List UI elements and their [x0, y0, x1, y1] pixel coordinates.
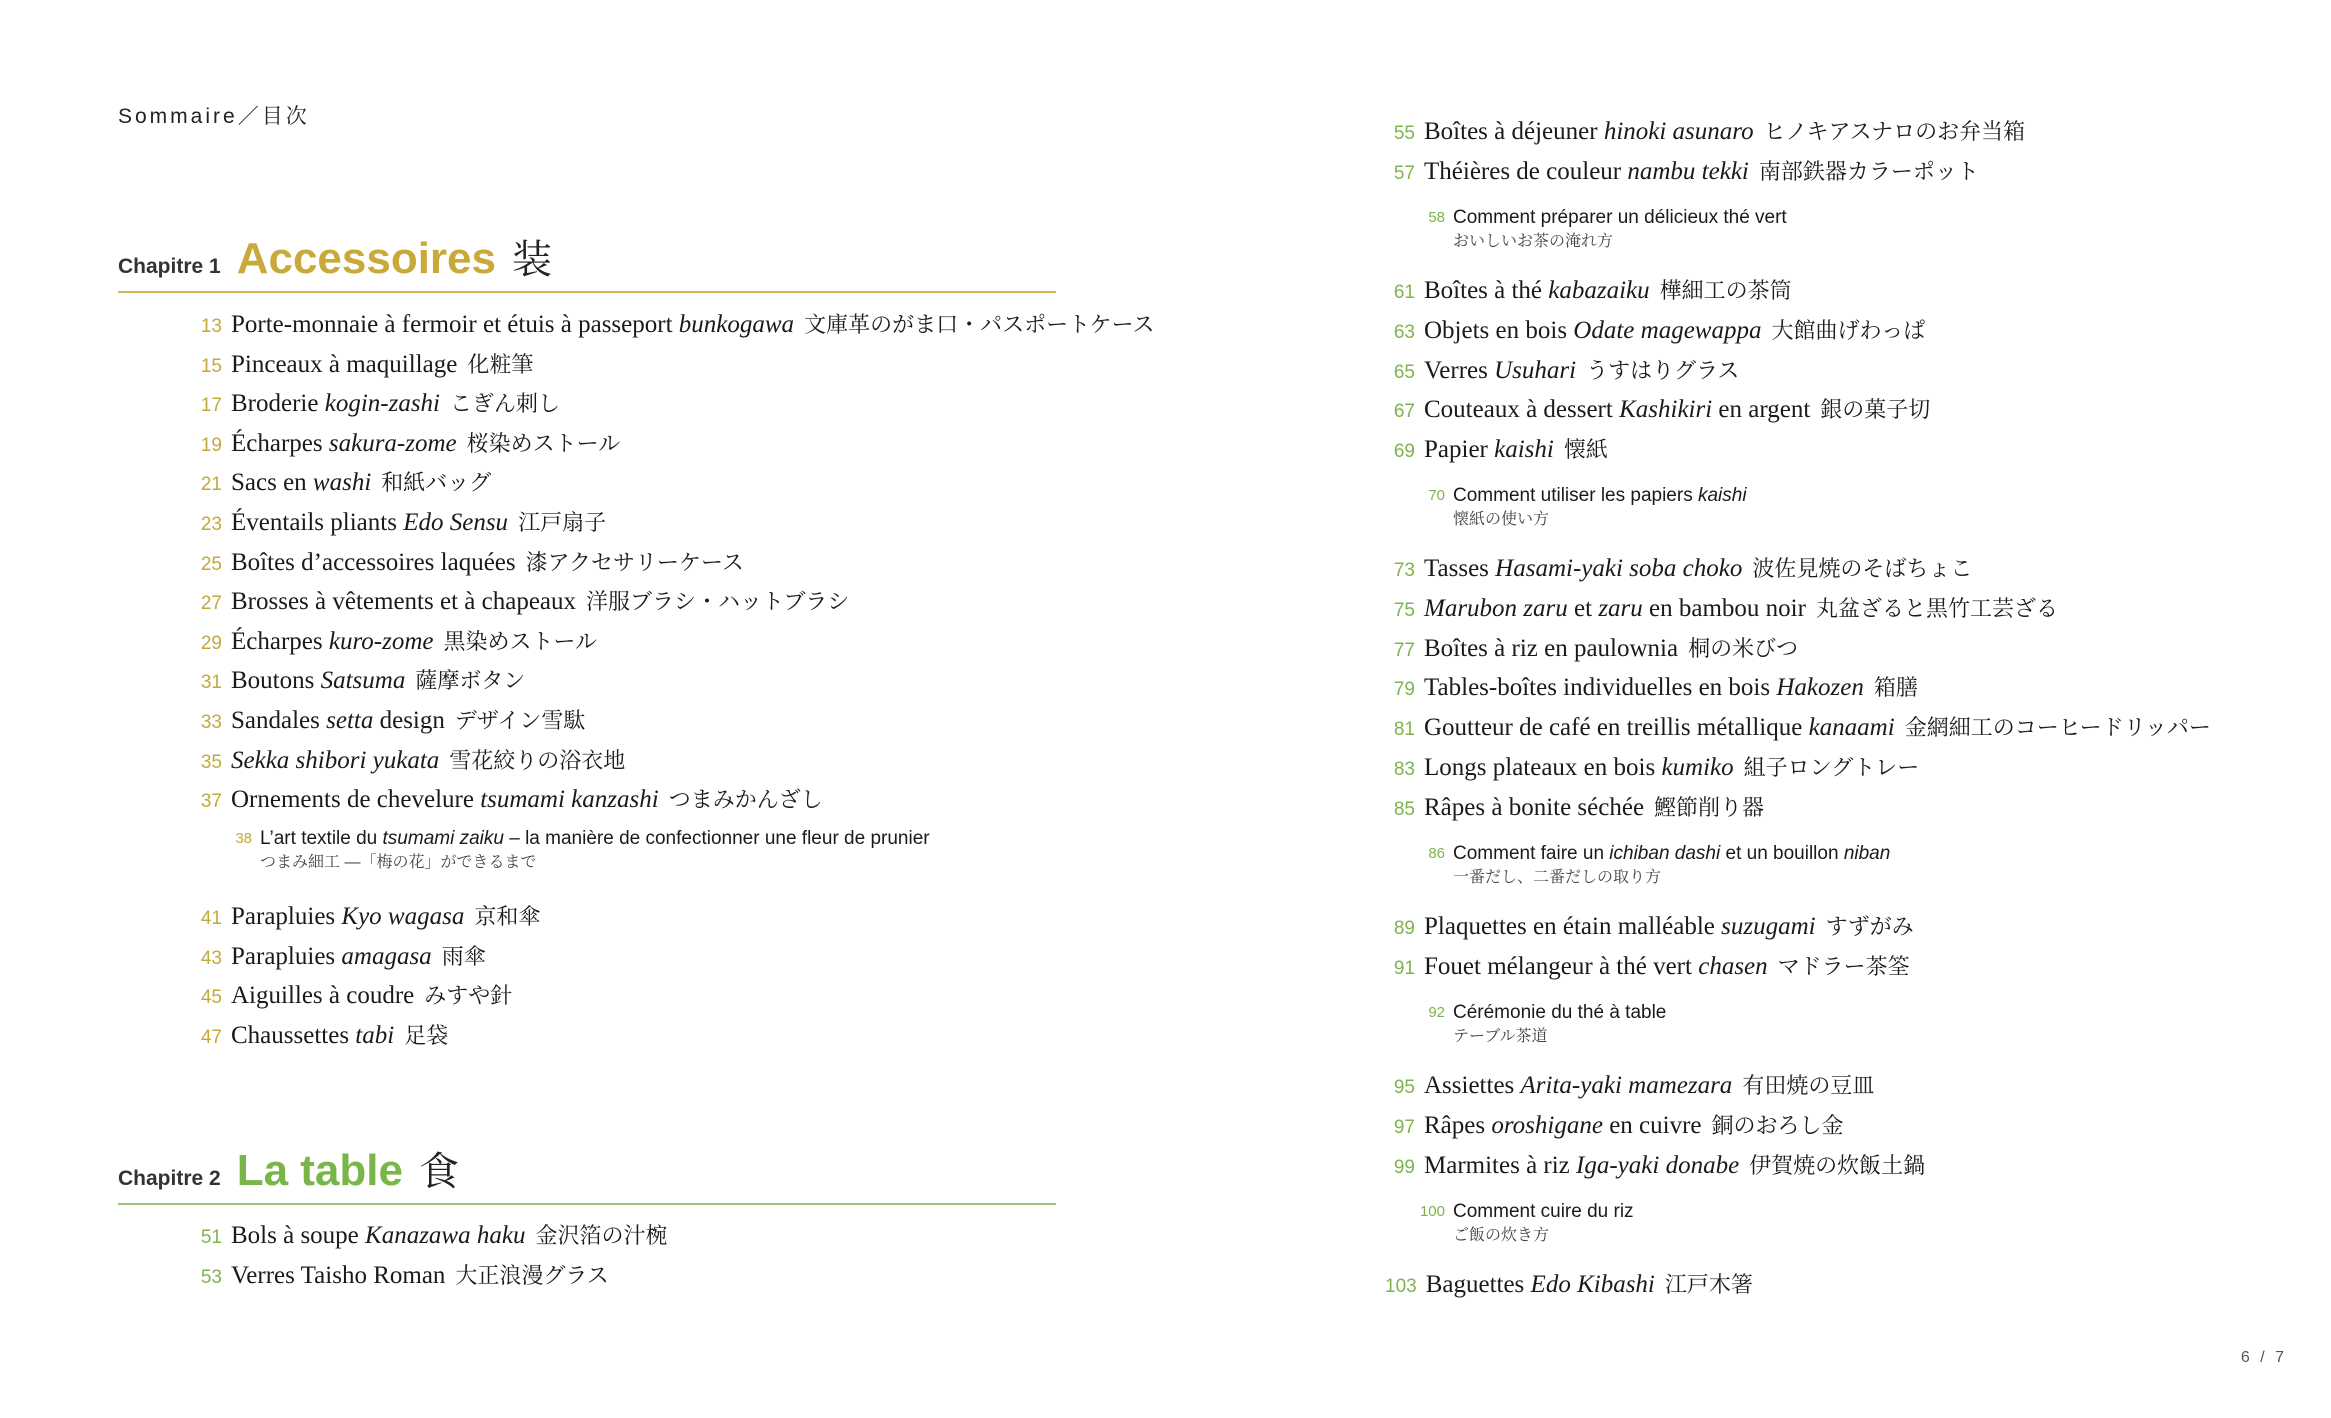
subnote-italic: kaishi: [1697, 485, 1747, 506]
entry-japanese: 波佐見焼のそばちょこ: [1752, 556, 1973, 581]
subnote-title: [260, 827, 930, 851]
entry-japanese: 足袋: [404, 1022, 449, 1048]
entry-title-italic: Kanazawa haku: [365, 1222, 526, 1249]
entry-title: [231, 661, 405, 701]
toc-entry[interactable]: [192, 701, 1155, 741]
entry-title-text: Longs plateaux en bois: [1424, 753, 1662, 781]
entry-title-italic: kaishi: [1494, 436, 1554, 464]
page-number: 43: [200, 947, 222, 969]
chapter-1-jp-title: 装: [512, 238, 552, 282]
entry-japanese: 鰹節削り器: [1654, 794, 1765, 820]
entry-title: [1424, 907, 1816, 947]
entry-title-italic: Edo Sensu: [403, 508, 509, 536]
right-subnote-70: [1385, 470, 1747, 549]
right-toc-group-c: [1385, 549, 2211, 828]
entry-title: [231, 345, 457, 385]
page-number: 97: [1393, 1116, 1415, 1138]
entry-japanese: ヒノキアスナロのお弁当箱: [1763, 119, 2026, 144]
entry-title-text: Écharpes: [231, 429, 329, 457]
page-number: 41: [200, 908, 222, 929]
subnote-title: [1453, 1001, 1666, 1025]
right-subnote-86: [1385, 828, 1890, 907]
entry-japanese: 江戸木箸: [1664, 1272, 1753, 1297]
entry-japanese: マドラー茶筌: [1777, 953, 1910, 979]
entry-title: [1424, 748, 1734, 788]
entry-title: [1424, 947, 1768, 987]
entry-title-text: Râpes: [1424, 1111, 1492, 1139]
entry-title: [231, 543, 516, 583]
entry-title-text: Boutons: [231, 667, 321, 695]
entry-title-italic: Odate magewappa: [1573, 316, 1762, 344]
page-number: 31: [200, 672, 222, 694]
page-number: 17: [200, 395, 222, 417]
toc-entry[interactable]: [192, 582, 1155, 622]
page-number: 65: [1393, 361, 1415, 383]
subnote-japanese: つまみ細工 ―「梅の花」ができるまで: [260, 854, 537, 871]
entry-title-text: Chaussettes: [231, 1021, 356, 1049]
entry-title-text: Tasses: [1424, 555, 1496, 582]
toc-entry[interactable]: [1385, 1066, 1925, 1106]
entry-title: [231, 1016, 394, 1056]
entry-title-italic: Satsuma: [320, 667, 406, 695]
entry-title-italic: Sekka shibori yukata: [231, 746, 440, 774]
page-counter: 6 / 7: [2240, 1349, 2287, 1366]
toc-entry[interactable]: [1385, 708, 2211, 748]
entry-title: [1424, 390, 1810, 430]
entry-japanese: 有田焼の豆皿: [1742, 1073, 1875, 1098]
subnote-text: et un bouillon: [1720, 843, 1844, 864]
page-number: 69: [1393, 441, 1415, 463]
entry-title: [1424, 1146, 1739, 1186]
page-number: 57: [1393, 162, 1415, 184]
entry-japanese: 銀の菓子切: [1820, 397, 1931, 423]
entry-japanese: デザイン雪駄: [454, 707, 586, 733]
entry-title-text: Baguettes: [1425, 1271, 1531, 1298]
entry-title: [231, 305, 794, 345]
entry-japanese: 文庫革のがま口・パスポートケース: [804, 312, 1155, 337]
entry-title-italic: suzugami: [1721, 913, 1816, 940]
page-number: 23: [200, 513, 222, 535]
toc-entry[interactable]: [1385, 1106, 1925, 1146]
page-number: 85: [1393, 798, 1415, 820]
subnote-japanese: 懐紙の使い方: [1453, 511, 1550, 528]
toc-entry[interactable]: [1385, 390, 1930, 430]
entry-title-text: Boîtes à riz en paulownia: [1424, 634, 1679, 662]
page-number: 37: [200, 791, 222, 813]
entry-title: [231, 503, 508, 543]
page-number: 103: [1385, 1276, 1417, 1297]
entry-title-italic: Kyo wagasa: [341, 903, 465, 930]
entry-japanese: 金網細工のコーヒードリッパー: [1904, 715, 2211, 741]
entry-title-text: Théières de couleur: [1424, 157, 1628, 185]
page-number: 25: [200, 553, 222, 575]
subnote-italic: niban: [1843, 843, 1891, 864]
chapter-1-title: Accessoires: [236, 234, 496, 283]
entry-title-italic: washi: [312, 469, 372, 497]
page-number: 47: [200, 1026, 222, 1048]
subnote-text: Comment cuire du riz: [1453, 1201, 1634, 1222]
entry-title: [1424, 152, 1749, 192]
page-number: 81: [1393, 719, 1415, 741]
page-number: 55: [1393, 123, 1415, 144]
entry-title-text: Boîtes à thé: [1424, 277, 1549, 304]
page-number: 29: [200, 632, 222, 654]
right-subnote-100: [1385, 1186, 1634, 1265]
subnote-japanese: おいしいお茶の淹れ方: [1453, 233, 1614, 250]
entry-title-text: Marmites à riz: [1424, 1151, 1577, 1179]
page-number: 99: [1393, 1156, 1415, 1178]
entry-title-text: Boîtes d’accessoires laquées: [231, 548, 516, 576]
subnote-title: [1453, 842, 1890, 866]
entry-title-text: Sandales: [231, 706, 327, 734]
entry-title-italic: Hakozen: [1776, 674, 1864, 702]
entry-japanese: 薩摩ボタン: [415, 668, 526, 694]
entry-japanese: こぎん刺し: [450, 391, 561, 417]
page-number: 51: [200, 1227, 222, 1248]
entry-title-text: Sacs en: [231, 469, 313, 497]
entry-title-italic: setta: [326, 706, 374, 734]
entry-title-italic: kanaami: [1808, 714, 1895, 742]
entry-title-text: Bols à soupe: [231, 1222, 366, 1249]
toc-entry[interactable]: [1385, 549, 2211, 589]
entry-japanese: すずがみ: [1825, 914, 1914, 939]
entry-title-italic: nambu tekki: [1627, 157, 1749, 185]
entry-title: [231, 424, 457, 464]
entry-title-text: Râpes à bonite séchée: [1424, 793, 1645, 821]
page-number: 21: [200, 474, 222, 496]
entry-title-italic: zaru: [1598, 594, 1643, 622]
toc-subnote[interactable]: [1385, 192, 1787, 271]
entry-title-text: Boîtes à déjeuner: [1424, 118, 1604, 145]
entry-title-text: Parapluies: [231, 942, 342, 970]
subnote-text: – la manière de confectionner une fleur de prunier: [503, 828, 930, 849]
entry-japanese: 江戸扇子: [518, 509, 607, 535]
page-number: 92: [1428, 1004, 1445, 1021]
heading-separator: ／: [237, 105, 262, 128]
entry-title-text: Porte-monnaie à fermoir et étuis à passeport: [231, 311, 679, 338]
entry-title-text: Fouet mélangeur à thé vert: [1424, 952, 1699, 980]
page-number: 86: [1428, 845, 1445, 862]
entry-title-italic: Usuhari: [1494, 356, 1577, 384]
entry-title: [1424, 351, 1576, 391]
entry-title-italic: kabazaiku: [1548, 277, 1650, 304]
toc-entry[interactable]: [192, 384, 1155, 424]
toc-entry[interactable]: [192, 1256, 667, 1296]
page-heading: [118, 100, 310, 130]
toc-entry[interactable]: [1385, 271, 1930, 311]
toc-entry[interactable]: [192, 1216, 667, 1256]
entry-title-text: Assiettes: [1424, 1072, 1521, 1099]
entry-japanese: 金沢箔の汁椀: [535, 1223, 668, 1248]
entry-title: [1424, 589, 1806, 629]
toc-subnote[interactable]: [1385, 828, 1890, 907]
right-toc-group-a: [1385, 112, 2025, 192]
entry-title: [1426, 1265, 1655, 1305]
entry-japanese: 洋服ブラシ・ハットブラシ: [586, 589, 850, 615]
page-number: 73: [1393, 560, 1415, 581]
toc-entry[interactable]: [1385, 629, 2211, 669]
subnote-text: Comment préparer un délicieux thé vert: [1453, 207, 1787, 228]
chapter-1-toc: [192, 305, 1155, 820]
entry-title-italic: chasen: [1698, 952, 1768, 980]
entry-title-italic: Kashikiri: [1619, 396, 1713, 424]
page-number: 91: [1393, 957, 1415, 979]
entry-title-italic: Edo Kibashi: [1530, 1271, 1655, 1298]
page-number: 77: [1393, 639, 1415, 661]
entry-title-italic: Iga-yaki donabe: [1576, 1151, 1740, 1179]
page-number: 15: [200, 355, 222, 377]
subnote-japanese: テーブル茶道: [1453, 1028, 1548, 1045]
entry-title-text: Pinceaux à maquillage: [231, 350, 458, 378]
entry-title-italic: tsumami kanzashi: [480, 786, 659, 814]
toc-entry[interactable]: [192, 305, 1155, 345]
entry-title: [231, 701, 445, 741]
subnote-title: [1453, 206, 1787, 230]
entry-title-text: design: [373, 706, 445, 734]
toc-entry[interactable]: [192, 345, 1155, 385]
page-number: 75: [1393, 599, 1415, 621]
entry-title-text: Brosses à vêtements et à chapeaux: [231, 588, 577, 616]
entry-title: [1424, 629, 1678, 669]
entry-title: [1424, 549, 1742, 589]
toc-entry[interactable]: [1385, 589, 2211, 629]
entry-title-text: Couteaux à dessert: [1424, 396, 1620, 424]
right-toc-group-f: [1385, 1265, 1753, 1305]
entry-title-text: Verres Taisho Roman: [231, 1261, 446, 1289]
entry-title-text: Plaquettes en étain malléable: [1424, 913, 1722, 940]
entry-title-italic: kumiko: [1661, 753, 1734, 781]
entry-japanese: 大正浪漫グラス: [455, 1262, 609, 1288]
entry-title-text: Broderie: [231, 390, 325, 418]
entry-title-text: Parapluies: [231, 903, 342, 930]
subnote-text: Comment utiliser les papiers: [1453, 485, 1698, 506]
subnote-title: [1453, 1200, 1634, 1224]
entry-title-italic: kuro-zome: [328, 627, 434, 655]
page-number: 38: [235, 830, 252, 847]
chapter-2-toc: [192, 1216, 667, 1295]
toc-entry[interactable]: [1385, 351, 1930, 391]
entry-title-italic: bunkogawa: [678, 311, 795, 338]
page-number: 19: [200, 434, 222, 456]
entry-title: [231, 741, 439, 781]
entry-japanese: 銅のおろし金: [1711, 1112, 1844, 1138]
entry-title-italic: oroshigane: [1491, 1111, 1603, 1139]
entry-title-text: Papier: [1424, 436, 1495, 464]
entry-title-text: et: [1567, 594, 1599, 622]
toc-entry[interactable]: [192, 622, 1155, 662]
right-subnote-92: [1385, 987, 1666, 1066]
toc-subnote[interactable]: [1385, 987, 1666, 1066]
subnote-japanese: 一番だし、二番だしの取り方: [1453, 869, 1662, 886]
entry-title: [1424, 708, 1895, 748]
entry-title-text: Objets en bois: [1424, 316, 1574, 344]
entry-title: [1424, 668, 1864, 708]
toc-entry[interactable]: [1385, 1146, 1925, 1186]
right-subnote-58: [1385, 192, 1787, 271]
page-number: 67: [1393, 401, 1415, 423]
page-number: 27: [200, 593, 222, 615]
entry-title-text: Écharpes: [231, 627, 329, 655]
toc-entry[interactable]: [1385, 311, 1930, 351]
page-number: 83: [1393, 758, 1415, 780]
entry-title: [231, 976, 414, 1016]
subnote-text: L’art textile du: [260, 828, 383, 849]
entry-japanese: 箱膳: [1873, 675, 1918, 701]
entry-title: [231, 582, 576, 622]
chapter-2-label: Chapitre 2: [118, 1167, 221, 1190]
entry-title: [231, 384, 440, 424]
toc-entry[interactable]: [192, 661, 1155, 701]
toc-entry[interactable]: [192, 543, 1155, 583]
entry-title: [1424, 788, 1644, 828]
toc-entry[interactable]: [192, 897, 540, 937]
entry-title-italic: amagasa: [341, 942, 432, 970]
sommaire-label: Sommaire: [118, 105, 238, 128]
entry-title-text: en bambou noir: [1642, 594, 1806, 622]
toc-entry[interactable]: [1385, 152, 2025, 192]
page-number: 45: [200, 987, 222, 1009]
mokuji-label: 目次: [261, 105, 310, 128]
entry-title-text: Éventails pliants: [231, 508, 404, 536]
entry-japanese: 化粧筆: [467, 351, 534, 377]
entry-title-italic: kogin-zashi: [324, 390, 440, 418]
entry-japanese: 懐紙: [1563, 437, 1608, 463]
entry-title: [231, 1216, 525, 1256]
page-number: 89: [1393, 918, 1415, 939]
toc-entry[interactable]: [192, 976, 540, 1016]
entry-title: [231, 1256, 445, 1296]
toc-entry[interactable]: [1385, 947, 1914, 987]
toc-subnote[interactable]: [1385, 1186, 1634, 1265]
entry-title-italic: Hasami-yaki soba choko: [1495, 555, 1743, 582]
chapter-1-subnote: [192, 813, 930, 892]
subnote-italic: tsumami zaiku: [382, 828, 504, 849]
toc-entry[interactable]: [192, 741, 1155, 781]
entry-japanese: 大館曲げわっぱ: [1771, 317, 1926, 343]
entry-title-italic: hinoki asunaro: [1603, 118, 1754, 145]
entry-title-text: Tables-boîtes individuelles en bois: [1424, 674, 1777, 702]
entry-japanese: 樺細工の茶筒: [1659, 278, 1792, 303]
toc-entry[interactable]: [1385, 788, 2211, 828]
toc-entry[interactable]: [1385, 907, 1914, 947]
entry-title-italic: Arita-yaki mamezara: [1520, 1072, 1733, 1099]
chapter-2-title: La table: [236, 1146, 403, 1195]
entry-japanese: 雨傘: [441, 943, 486, 969]
entry-title: [1424, 430, 1554, 470]
toc-entry[interactable]: [192, 424, 1155, 464]
entry-title-italic: tabi: [355, 1021, 395, 1049]
entry-title: [1424, 1106, 1702, 1146]
page-number: 61: [1393, 282, 1415, 303]
entry-japanese: みすや針: [424, 983, 513, 1009]
entry-title-text: Ornements de chevelure: [231, 786, 481, 814]
entry-japanese: 伊賀焼の炊飯土鍋: [1749, 1152, 1926, 1178]
entry-title-italic: Marubon zaru: [1424, 594, 1568, 622]
entry-title: [1424, 1066, 1732, 1106]
subnote-italic: ichiban dashi: [1609, 843, 1721, 864]
page-number: 33: [200, 711, 222, 733]
subnote-japanese: ご飯の炊き方: [1453, 1227, 1550, 1244]
entry-title-text: Aiguilles à coudre: [231, 982, 415, 1010]
toc-entry[interactable]: [1385, 112, 2025, 152]
page-number: 13: [200, 316, 222, 337]
toc-entry[interactable]: [1385, 430, 1930, 470]
page-number: 35: [200, 751, 222, 773]
page-number: 63: [1393, 321, 1415, 343]
entry-japanese: 組子ロングトレー: [1743, 754, 1920, 780]
subnote-title: [1453, 484, 1747, 508]
chapter-1-toc-continued: [192, 897, 540, 1055]
subnote-text: Comment faire un: [1453, 843, 1610, 864]
entry-japanese: うすはりグラス: [1586, 357, 1740, 383]
entry-japanese: 漆アクセサリーケース: [525, 549, 744, 575]
chapter-2-header: [118, 1146, 1056, 1205]
entry-japanese: 桜染めストール: [466, 430, 621, 456]
toc-entry[interactable]: [192, 937, 540, 977]
toc-subnote[interactable]: [192, 813, 930, 892]
entry-title-italic: sakura-zome: [328, 429, 457, 457]
entry-japanese: 和紙バッグ: [381, 470, 492, 496]
entry-title: [1424, 271, 1650, 311]
entry-title-text: Goutteur de café en treillis métallique: [1424, 714, 1809, 742]
page-number: 70: [1428, 487, 1445, 504]
entry-title: [231, 622, 433, 662]
entry-title-text: en cuivre: [1602, 1111, 1702, 1139]
entry-japanese: 黒染めストール: [443, 628, 598, 654]
entry-japanese: 南部鉄器カラーポット: [1758, 158, 1979, 184]
toc-entry[interactable]: [1385, 668, 2211, 708]
subnote-text: Cérémonie du thé à table: [1453, 1002, 1667, 1023]
page-number: 53: [200, 1266, 222, 1288]
toc-subnote[interactable]: [1385, 470, 1747, 549]
entry-title: [231, 463, 371, 503]
entry-japanese: 京和傘: [474, 904, 541, 929]
toc-entry[interactable]: [192, 503, 1155, 543]
entry-title-text: Verres: [1424, 356, 1495, 384]
entry-title: [231, 897, 464, 937]
entry-title-text: en argent: [1712, 396, 1811, 424]
page-number: 58: [1428, 209, 1445, 226]
right-toc-group-b: [1385, 271, 1930, 470]
right-toc-group-d: [1385, 907, 1914, 987]
toc-entry[interactable]: [192, 1016, 540, 1056]
right-toc-group-e: [1385, 1066, 1925, 1185]
toc-entry[interactable]: [1385, 748, 2211, 788]
entry-title: [1424, 112, 1754, 152]
entry-title: [231, 937, 432, 977]
chapter-1-header: [118, 234, 1056, 293]
chapter-1-label: Chapitre 1: [118, 255, 221, 278]
toc-entry[interactable]: [192, 463, 1155, 503]
chapter-2-jp-title: 食: [418, 1150, 459, 1194]
toc-entry[interactable]: [1385, 1265, 1753, 1305]
page-number: 95: [1393, 1077, 1415, 1098]
entry-title: [1424, 311, 1761, 351]
entry-japanese: 雪花絞りの浴衣地: [449, 747, 626, 773]
entry-japanese: 桐の米びつ: [1688, 635, 1799, 661]
page-number: 79: [1393, 679, 1415, 701]
entry-japanese: つまみかんざし: [668, 787, 823, 813]
page-number: 100: [1419, 1203, 1445, 1220]
entry-japanese: 丸盆ざると黒竹工芸ざる: [1815, 595, 2058, 621]
